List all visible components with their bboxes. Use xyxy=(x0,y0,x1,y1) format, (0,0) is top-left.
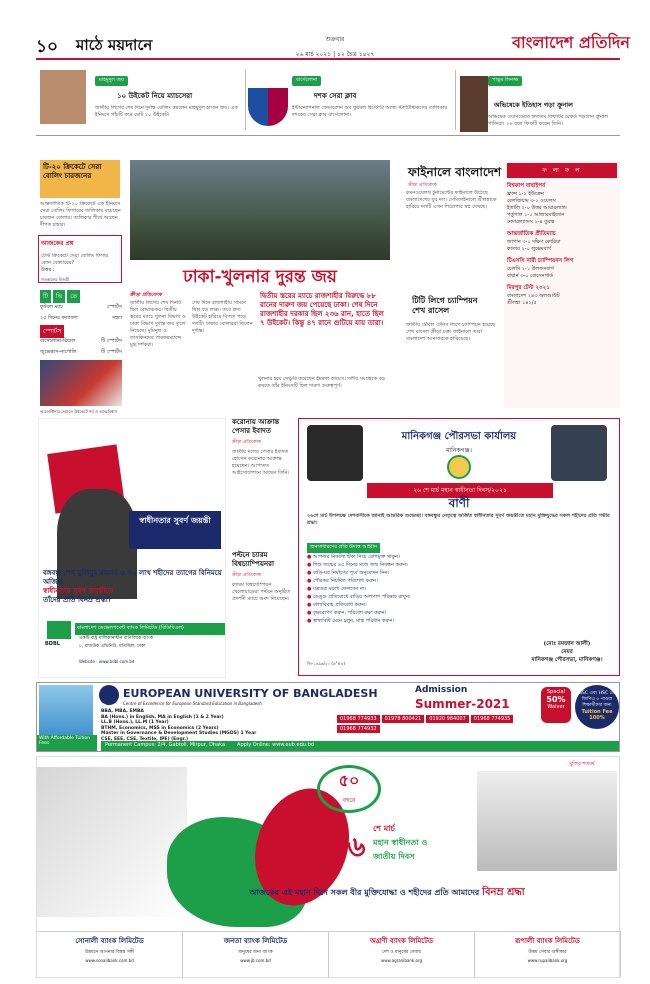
results-pill-wrap xyxy=(40,325,66,338)
phone-number: 01920 984007 xyxy=(426,715,469,723)
results-pill: স্পোর্টস xyxy=(40,325,64,338)
tv-rows xyxy=(40,304,122,323)
independence-ad xyxy=(36,756,620,978)
tv-schedule xyxy=(40,290,82,303)
leader-sketch xyxy=(37,767,187,917)
pourashava-seal-icon xyxy=(447,455,471,479)
appeal-text: ডেঙ্গু প্রতিরোধে বাড়ির আশপাশ পরিষ্কার রাখুন। xyxy=(312,594,411,600)
bdbl-body-a: বঙ্গবন্ধু শেখ মুজিবুর রহমান ও ৩০ লাখ শহীদের ত্যাগের বিনিময়ে অর্জিত xyxy=(43,569,222,586)
result-item: পর্তুগাল ১-০ আজারবাইজান xyxy=(507,212,565,218)
eub-ad xyxy=(36,682,620,752)
appeal-point xyxy=(307,601,611,609)
quiz-box xyxy=(38,235,122,283)
program-item: Master in Governance & Development Studies (MGDS) 1 Year xyxy=(101,731,257,736)
date-26: ২৬ xyxy=(329,830,366,863)
bdbl-body-c: তাঁদের প্রতি বিনম্র শ্রদ্ধা। xyxy=(43,596,111,604)
bank-block xyxy=(329,932,475,977)
eub-summer: Summer-2021 xyxy=(415,697,510,711)
result-item: ফ্রান্স ১-১ ইউক্রেন xyxy=(507,191,545,197)
quiz-winner: গতকালের বিজয়ী xyxy=(41,277,70,282)
eub-admission: Admission xyxy=(415,685,468,695)
manik-bani: বাণী xyxy=(448,496,470,510)
top-story-2 xyxy=(292,76,454,133)
bdbl-web: Website : www.bdbl.com.bd xyxy=(79,659,135,664)
bank-sub: দেশ ও মানুষের সেবায় xyxy=(382,950,421,955)
bullet-icon: ● xyxy=(307,570,313,576)
poshtoj-byline: ক্রীড়া প্রতিবেদক xyxy=(232,573,261,578)
result-left: জুভেন্তাস-নাপোলি xyxy=(40,349,77,355)
final-byline: ক্রীড়া প্রতিবেদক xyxy=(408,183,437,188)
story-title: অভিষেকে ইতিহাস গড়া ক্রুনাল xyxy=(494,101,574,109)
appeal-text: শিশু জন্মের ৪৫ দিনের মধ্যে জন্ম নিবন্ধন করুন। xyxy=(312,562,408,568)
results-rows xyxy=(40,338,122,357)
eub-ssc-badge xyxy=(575,685,619,729)
row-divider xyxy=(36,135,620,136)
bank-web: www.rupalibank.org xyxy=(527,958,568,963)
team-celebration-photo xyxy=(130,160,390,260)
mayor-sign xyxy=(521,641,613,665)
results-panel xyxy=(504,160,620,408)
t20-box xyxy=(40,160,120,198)
result-right: টি স্পোর্টস xyxy=(101,338,122,344)
appeal-point xyxy=(307,569,611,577)
main-headline: ঢাকা-খুলনার দুরন্ত জয় xyxy=(183,267,337,287)
bigad-tagline xyxy=(167,887,607,898)
bullet-icon: ● xyxy=(307,618,313,624)
eub-name: EUROPEAN UNIVERSITY OF BANGLADESH xyxy=(123,687,378,700)
result-item: বেলজিয়াম ৩-১ ওয়েলস xyxy=(507,198,556,204)
appeal-text: আপনার নিকটস্থ টিকা নিয়ে রোগমুক্ত থাকুন। xyxy=(312,554,400,560)
bdbl-brand: BDBL xyxy=(45,641,60,647)
eub-afford: With Affordable Tuition Fees xyxy=(37,735,97,751)
fifty-badge xyxy=(317,765,381,813)
bullet-icon: ● xyxy=(307,586,313,592)
tv-pill: তে xyxy=(67,290,80,303)
result-right: টি স্পোর্টস xyxy=(101,349,122,355)
story-title: দশক সেরা ক্লাব xyxy=(314,92,357,100)
tv-pill: টি xyxy=(40,290,51,303)
bank-block xyxy=(183,932,329,977)
eub-logo-icon xyxy=(99,685,119,705)
weekday: শুক্রবার xyxy=(325,36,345,43)
bullet-icon: ● xyxy=(307,610,313,616)
manik-sub: মানিকগঞ্জ। xyxy=(446,447,472,454)
final-title: ফাইনালে বাংলাদেশ xyxy=(408,165,502,179)
result-item: চেলসি ২-১ উলফসবার্গ xyxy=(507,266,554,272)
eub-special-badge xyxy=(541,687,571,723)
program-item: LL.B (Hons.), LL.M (1 Year) xyxy=(101,720,169,725)
phone-number: 01968 774932 xyxy=(337,725,380,733)
bank-name: রূপালী ব্যাংক লিমিটেড xyxy=(515,937,580,945)
bdbl-body-b: স্বাধীনতার সুবর্ণ জয়ন্তীতে xyxy=(43,587,114,595)
page-number: ১০ xyxy=(36,37,59,57)
final-body: কমনওয়েলথ টুর্নামেন্টের ফাইনালে উঠেছে বাংলাদেশের যুব দল। সেমিফাইনালে শ্রীলঙ্কাকে হারিয়ে দলটি এখন শিরোপার স্বপ্ন দেখছে। xyxy=(406,190,497,210)
photo-caption: আর্জেন্টিনার দেয়ালে উইকেটে গর্ব ও আত্মবিশ্বাস xyxy=(40,409,118,414)
story-body: অভিষেক ওয়ানডেতে দ্রুততম ফিফটির রেকর্ড গড়লেন ক্রুনাল পান্ডিয়া। ২৬ বলে ফিফটি করেন তিনি। xyxy=(488,114,608,127)
barcelona-crest-icon xyxy=(248,88,288,126)
story-body: জাতীয় লিগের শেষ দিনে দুর্দান্ত বোলিং করলেন মাহমুদুল হাসান জয়। এক ইনিংসে পাঁচটি করে মোট ১০ উইকেট। xyxy=(95,105,238,118)
phone-number: 01978 800421 xyxy=(382,715,425,723)
main-col-3: খুলনার হয়ে সেঞ্চুরি করেছেন ইমরুল কায়েস। দলীয় সংগ্রহকে বড় করতে তাঁর ইনিংসটি ছিল দারুণ গুরুত্বপূর্ণ। xyxy=(258,376,385,389)
tv-row-left: ফুটবল ম্যাচ xyxy=(40,304,63,310)
bullet-icon: ● xyxy=(307,554,313,560)
bank-web: www.sonalibank.com.bd xyxy=(85,958,134,963)
story-tag: বার্সেলোনা xyxy=(292,76,321,86)
result-item: বায়ার্ন ৩-০ রোসেনগার্ড xyxy=(507,273,554,279)
main-col-1: জাতীয় লিগের শেষ দিনটি ছিল রোমাঞ্চকর। দ্বিতীয় স্তরের ম্যাচে খুলনা বিভাগ ও ঢাকা বিভাগ দুর্দান্ত জয় তুলে নিয়েছে। মুমিনুল ও তাসকিনদের পারফরম্যান্সে মুগ্ধ দর্শকরা। xyxy=(130,300,186,348)
result-group-head: আন্তর্জাতিক প্রীতিম্যাচ xyxy=(507,231,556,237)
top-story-1 xyxy=(95,76,245,133)
result-group-head: টিএসসি নারী চ্যাম্পিয়নস লিগ xyxy=(507,258,574,264)
bullet-icon: ● xyxy=(307,594,313,600)
karuna-title: করোনায় আক্রান্ত পেসার ইবাদত xyxy=(232,418,280,435)
leaders-portrait xyxy=(307,425,363,481)
result-group-head: মিরপুর টেস্ট ২০২১ xyxy=(507,285,550,291)
manik-appeal: জনসাধারণের প্রতি উদাত্ত আহ্বান xyxy=(307,543,380,553)
quiz-question: টেস্ট ক্রিকেটে সেরা বোলিং ফিগার কোন বোলারের? xyxy=(41,253,109,266)
main-col-2: শেষ দিনে রাজশাহীর সামনে ছিল বড় লক্ষ্য। তবে দ্রুত উইকেট হারিয়ে বিপদে পড়ে দলটি। ঢাকার বোলাররা ছিলেন দুর্দান্ত। xyxy=(192,300,253,334)
result-item: ইতালি ২-০ উত্তর আয়ারল্যান্ড xyxy=(507,205,567,211)
bank-name: জনতা ব্যাংক লিমিটেড xyxy=(223,937,288,945)
tv-row-left: ২৫ দিনের ফলাফল xyxy=(40,315,78,321)
appeal-point xyxy=(307,585,611,593)
script-badge: স্বাধীনতার সুবর্ণ জয়ন্তী xyxy=(129,511,221,549)
bank-web: www.agranibank.org xyxy=(380,958,423,963)
tagline-main: আজকের এই মহান দিনে সকল বীর মুক্তিযোদ্ধা ও শহীদের প্রতি আমাদের xyxy=(249,888,480,897)
dateline xyxy=(250,34,420,60)
result-group-head: বিশ্বকাপ বাছাইপর্ব xyxy=(507,183,546,189)
bdbl-logo-icon xyxy=(47,621,71,639)
eub-tagline: Centre of Excellence for European Standard Education in Bangladesh xyxy=(123,701,262,706)
manik-ref: জি-১৪৯৬/২০ (৩"×৪) xyxy=(307,661,345,666)
bdbl-addr: ৮, রাজউক এভিনিউ, মতিঝিল, ঢাকা xyxy=(79,644,146,649)
bank-name: সোনালী ব্যাংক লিমিটেড xyxy=(75,937,144,945)
t20-body: আন্তর্জাতিক টি-২০ ক্রিকেটে এক ইনিংসে সেরা বোলিং ফিগারের তালিকায় রয়েছেন চারজন বোলার। তালিকার শীর্ষে আছেন দীপক চাহার। xyxy=(40,201,121,228)
mayor-office: মানিকগঞ্জ পৌরসভা, মানিকগঞ্জ। xyxy=(531,657,603,663)
eub-special: Special xyxy=(546,689,565,695)
main-byline: ক্রীড়া প্রতিবেদক xyxy=(130,292,163,298)
phone-number: 01968 774935 xyxy=(471,715,514,723)
tv-pill: ভি xyxy=(53,290,65,303)
appeal-point xyxy=(307,609,611,617)
eub-campus: Permanent Campus: 2/4, Gabtoli, Mirpur, Dhaka xyxy=(105,742,226,748)
section-title: মাঠে ময়দানে xyxy=(76,36,153,54)
karuna-byline: ক্রীড়া প্রতিবেদক xyxy=(232,440,261,445)
eub-waiver: Waiver xyxy=(547,704,565,710)
main-pullquote: দ্বিতীয় স্তরের ম্যাচে রাজশাহীর বিরুদ্ধে ৮৮ রানের দারুণ জয় পেয়েছে ঢাকা। শেষ দিনে রাজশাহীর দরকার ছিল ২৩৬ রান, হাতে ছিল ৭ উইকেট। কিন্তু ৪৭ রানে গুটিয়ে যায় তারা। xyxy=(260,292,384,327)
mayor-title: মেয়র xyxy=(561,649,573,655)
poshtoj-body: ক্যারম বিশ্বচ্যাম্পিয়ন খেলোয়াড়েরা পল্টনে অনুষ্ঠিত প্রদর্শনী ম্যাচে অংশ নিয়েছেন। xyxy=(232,582,291,602)
fifty-num: ৫০ xyxy=(338,771,360,790)
manik-body: ২৬শে মার্চ উপলক্ষে দেশবাসীকে জানাই আন্তরিক শুভেচ্ছা। বঙ্গবন্ধুর নেতৃত্বে অর্জিত স্বাধীনতার সুবর্ণ জয়ন্তীতে মহান মুক্তিযুদ্ধের সকল শহীদের প্রতি গভীর শ্রদ্ধা। xyxy=(307,513,610,526)
bank-block xyxy=(475,932,621,977)
mujib-logo: মুজিব শতবর্ষ xyxy=(569,761,595,767)
ttleague-body: জাতীয় টেবিল টেনিস লিগে চ্যাম্পিয়ন হয়েছে শেখ রাসেল ক্রীড়া চক্র। ফাইনালে তারা বাংলাদেশ আনসারকে হারিয়েছে। xyxy=(406,322,495,342)
mayor-portrait xyxy=(551,425,607,481)
manik-title: মানিকগঞ্জ পৌরসভা কার্যালয় xyxy=(401,431,517,442)
appeal-text: পৌরকর নিয়মিত পরিশোধ করুন। xyxy=(312,578,378,584)
mayor-name: (মোঃ রমজান আলী) xyxy=(543,641,591,647)
manik-points xyxy=(307,553,611,625)
ttleague-title: টিটি লিগে চ্যাম্পিয়ন শেখ রাসেল xyxy=(412,296,478,315)
date: ২৬ মার্চ ২০২১ | ১২ চৈত্র ১৪২৭ xyxy=(295,51,375,58)
eub-campus-photo xyxy=(39,685,93,741)
bullet-icon: ● xyxy=(307,602,313,608)
appeal-text: বাড়ি-ঘর নির্মাণের পূর্বে অনুমোদন নিন। xyxy=(312,570,390,576)
phalafal-groups xyxy=(507,183,617,307)
eub-phones xyxy=(337,715,537,733)
eub-fee: Tuition Fee 100% xyxy=(581,709,613,721)
manikganj-ad xyxy=(298,418,620,676)
result-left: বার্সেলোনা-রিয়াল xyxy=(40,338,76,344)
poshtoj-title: পল্টনে চ্যারম বিশ্বচ্যাম্পিয়নরা xyxy=(232,551,275,568)
phone-number: 01968 774933 xyxy=(337,715,380,723)
appeal-text: স্বাস্থ্যবিধি মেনে চলুন, মাস্ক পরিধান করুন। xyxy=(312,618,395,624)
phalafal-title: ফ লা ফ ল xyxy=(507,163,617,178)
appeal-point xyxy=(307,617,611,625)
appeal-point xyxy=(307,561,611,569)
result-item: জাপান ৩-০ দক্ষিণ কোরিয়া xyxy=(507,239,561,245)
story-tag: মাহমুদুল জয় xyxy=(95,76,128,86)
quiz-answer-label: উত্তর : xyxy=(41,267,55,273)
bullet-icon: ● xyxy=(307,562,313,568)
newspaper-logo: বাংলাদেশ প্রতিদিন xyxy=(512,33,630,52)
bank-sub: উত্তম সেবার অঙ্গীকার xyxy=(528,950,567,955)
tv-row-right: সন্ধ্যা xyxy=(111,315,122,321)
page-header xyxy=(0,0,650,64)
bdbl-body xyxy=(43,569,223,605)
eub-footer-bar xyxy=(101,741,619,751)
line3: জাতীয় দিবস xyxy=(373,852,415,861)
bdbl-bank-name: বাংলাদেশ ডেভেলপমেন্ট ব্যাংক লিমিটেড (বিডিবিএল) xyxy=(75,623,225,635)
appeal-text: যত্রতত্র ময়লা ফেলবেন না। xyxy=(312,586,367,592)
fifty-text: বছরে xyxy=(342,797,356,804)
program-item: BTHM, Economics, MSS in Economics (2 Years) xyxy=(101,725,219,731)
story-body: ইন্টারন্যাশনাল ফেডারেশন অব ফুটবল হিস্টোরি অ্যান্ড স্ট্যাটিস্টিকসের তালিকায় দশকের সেরা ক্লাব বার্সেলোনা। xyxy=(292,105,448,118)
tv-row-right: স্পোর্টস xyxy=(106,304,122,310)
result-item: শ্রীলঙ্কা ১৪১/৫ xyxy=(507,300,537,306)
bdbl-sub: একটি রাষ্ট্র মালিকানাধীন বাণিজ্যিক ব্যাংক xyxy=(79,636,153,641)
result-item: নেদারল্যান্ডস ২-৪ তুরস্ক xyxy=(507,219,555,225)
football-photo xyxy=(40,360,122,406)
line2: মহান স্বাধীনতা ও xyxy=(373,838,428,847)
eub-ssc: SSC এবং HSC তে জিপিএ ৫ পাওয়া শিক্ষার্থীদের জন্য xyxy=(579,691,615,708)
bank-sub: মানুষের জন্য ব্যাংক xyxy=(238,950,273,955)
story-tag: পাভুম লিনজ্জ xyxy=(488,76,522,86)
result-item: বাংলাদেশ ২৪৩ অলআউট xyxy=(507,293,560,299)
bank-block xyxy=(37,932,183,977)
header-rule xyxy=(36,58,620,60)
divider xyxy=(245,70,246,130)
side-column xyxy=(232,418,292,678)
appeal-text: বাল্যবিবাহ প্রতিরোধ করুন। xyxy=(312,602,367,608)
bank-name: অগ্রণী ব্যাংক লিমিটেড xyxy=(369,937,434,945)
eub-pct: 50% xyxy=(546,695,566,704)
bdbl-ad xyxy=(38,418,226,678)
result-item: কাতার ২-০ লুক্সেমবার্গ xyxy=(507,246,552,252)
story-title: ১০ উইকেট নিয়ে ম্যাচসেরা xyxy=(117,92,193,100)
bank-sub: উন্নয়নে আপনার বিশ্বস্ত সঙ্গী xyxy=(84,950,135,955)
eub-programs xyxy=(101,709,331,742)
program-item: BBA, MBA, EMBA xyxy=(101,709,144,714)
monument-sculpture xyxy=(477,771,617,871)
bank-footer xyxy=(37,931,621,977)
appeal-point xyxy=(307,577,611,585)
karuna-body: জাতীয় দলের পেসার ইবাদত হোসেন করোনায় আক্রান্ত হয়েছেন। আপাতত আইসোলেশনে আছেন তিনি। xyxy=(232,449,290,476)
bank-web: www.jb.com.bd xyxy=(240,958,271,963)
bullet-icon: ● xyxy=(307,578,313,584)
top-story-3 xyxy=(488,76,620,136)
program-item: CSE, EEE, CSE, Textile, IPE) (Engr.) xyxy=(101,736,189,742)
tagline-end: বিনম্র শ্রদ্ধা xyxy=(482,887,525,898)
divider xyxy=(455,70,456,130)
quiz-title: আজকের প্রশ্ন xyxy=(41,240,74,247)
appeal-point xyxy=(307,553,611,561)
program-item: BA (Hons.) in English, MA in English (1 & 2 Year) xyxy=(101,714,224,720)
appeal-text: বৃক্ষরোপণ করুন, পরিবেশ রক্ষা করুন। xyxy=(312,610,387,616)
krunal-photo xyxy=(460,76,488,132)
appeal-point xyxy=(307,593,611,601)
eub-apply: Apply Online: www.eub.edu.bd xyxy=(237,742,314,748)
manik-banner: ২৬ শে মার্চ মহান স্বাধীনতা দিবস/২০২১ xyxy=(367,483,553,498)
t20-title: টি-২০ ক্রিকেটে সেরা বোলিং চারজনের xyxy=(43,163,102,180)
jay-photo xyxy=(40,70,86,124)
line1: শে মার্চ xyxy=(373,824,395,833)
